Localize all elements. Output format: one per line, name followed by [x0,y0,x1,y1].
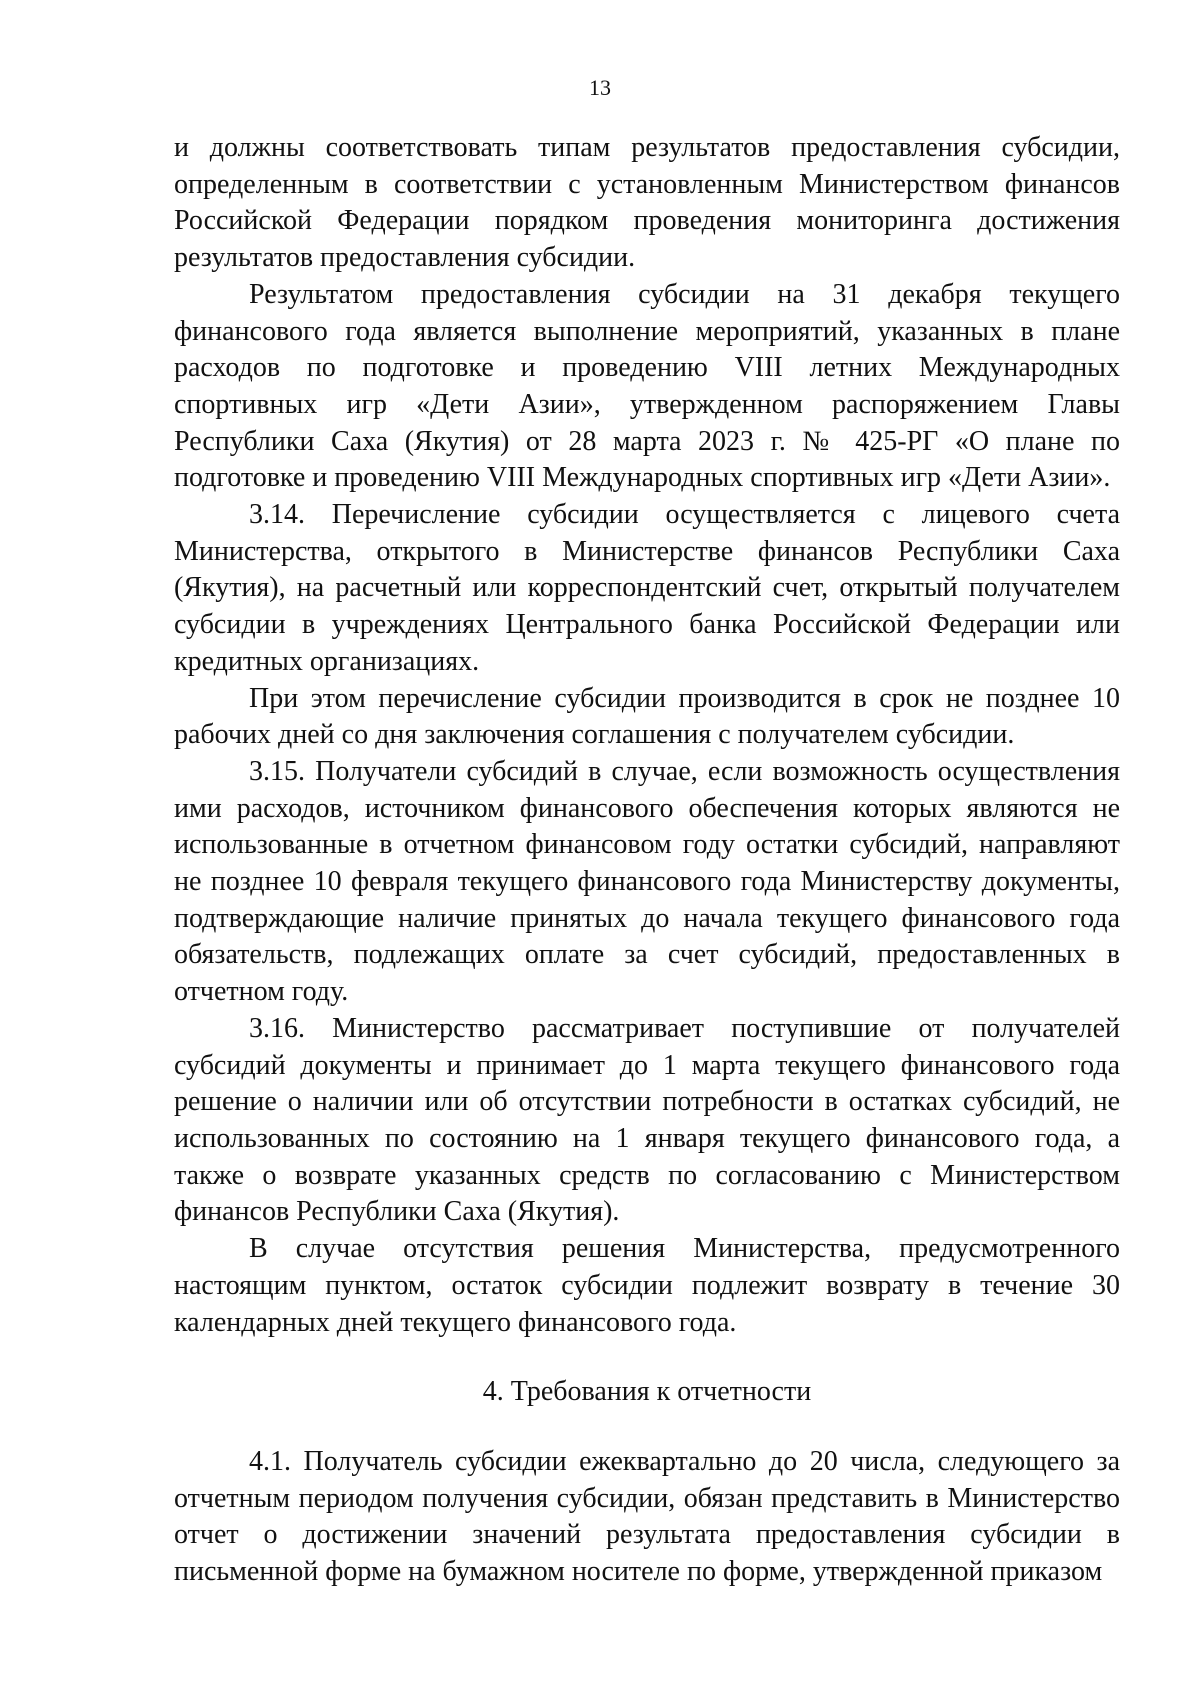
paragraph-clause-3-15: 3.15. Получатели субсидий в случае, если возможность осуществления ими расходов, источником финансового обеспечения которых являются не использованные в отчетном финансовом году остатки субсидий, направляют не позднее 10 февраля текущего финансового года Министерству документы, подтверждающие наличие принятых до начала текущего финансового года обязательств, подлежащих оплате за счет субсидий, предоставленных в отчетном году. [174,755,1120,1008]
paragraph: и должны соответствовать типам результатов предоставления субсидии, определенным в соответствии с установленным Министерством финансов Российской Федерации порядком проведения мониторинга достижения результатов предоставления субсидии. [174,132,1120,274]
section-heading: 4. Требования к отчетности [482,1376,812,1408]
paragraph-clause-3-16: 3.16. Министерство рассматривает поступившие от получателей субсидий документы и принимает до 1 марта текущего финансового года решение о наличии или об отсутствии потребности в остатках субсидий, не использованных по состоянию на 1 января текущего финансового года, а также о возврате указанных средств по согласованию с Министерством финансов Республики Саха (Якутия). [174,1012,1120,1228]
paragraph: Результатом предоставления субсидии на 31 декабря текущего финансового года является выполнение мероприятий, указанных в плане расходов по подготовке и проведению VIII летних Международных спортивных игр «Дети Азии», утвержденном распоряжением Главы Республики Саха (Якутия) от 28 марта 2023 г. № 425-РГ «О плане по подготовке и проведению VIII Международных спортивных игр «Дети Азии». [174,278,1120,494]
document-body [174,130,1120,1591]
paragraph-clause-3-14: 3.14. Перечисление субсидии осуществляется с лицевого счета Министерства, открытого в Министерстве финансов Республики Саха (Якутия), на расчетный или корреспондентский счет, открытый получателем субсидии в учреждениях Центрального банка Российской Федерации или кредитных организациях. [174,499,1120,677]
paragraph: В случае отсутствия решения Министерства, предусмотренного настоящим пунктом, остаток субсидии подлежит возврату в течение 30 календарных дней текущего финансового года. [174,1233,1120,1338]
page-number: 13 [589,75,611,100]
paragraph: При этом перечисление субсидии производится в срок не позднее 10 рабочих дней со дня заключения соглашения с получателем субсидии. [174,682,1120,751]
paragraph-clause-4-1: 4.1. Получатель субсидии ежеквартально до 20 числа, следующего за отчетным периодом получения субсидии, обязан представить в Министерство отчет о достижении значений результата предоставления субсидии в письменной форме на бумажном носителе по форме, утвержденной приказом [174,1445,1120,1588]
